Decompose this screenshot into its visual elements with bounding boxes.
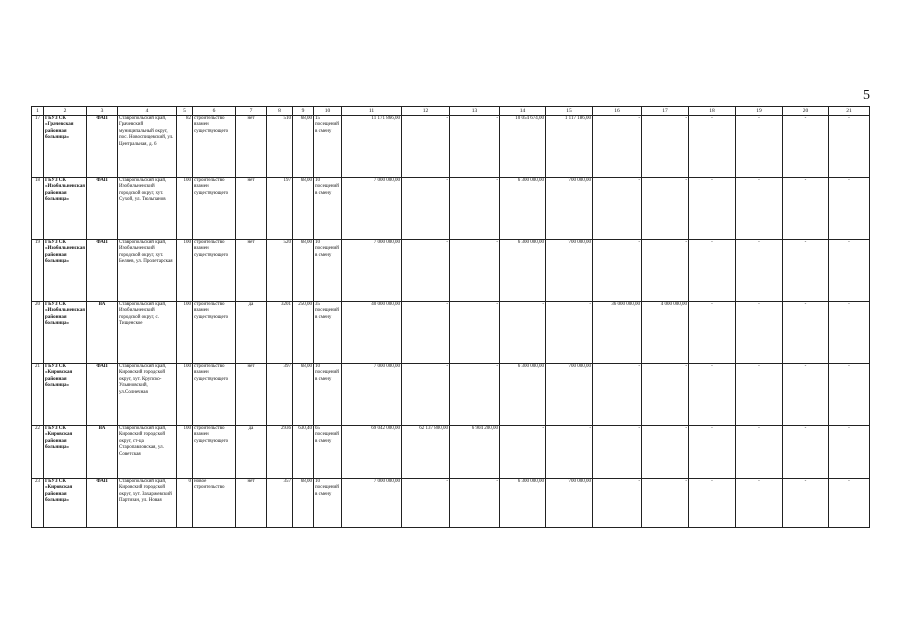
table-cell-col-9: 250,00	[293, 302, 314, 364]
table-cell-col-9: 68,00	[293, 240, 314, 302]
table-cell-col-16: -	[593, 364, 642, 426]
table-cell-col-1: 22	[32, 426, 44, 479]
table-cell-col-16: -	[593, 240, 642, 302]
table-cell-col-4: Ставропольский край, Изобильненский городской округ, с. Тищенское	[118, 302, 177, 364]
table-cell-col-13: 6 904 200,00	[450, 426, 500, 479]
column-header-12: 12	[402, 107, 450, 116]
column-header-6: 6	[193, 107, 236, 116]
table-cell-col-21: -	[829, 479, 870, 528]
table-cell-col-7: нет	[236, 479, 267, 528]
table-cell-col-2: ГБУЗ СК «Грачевская районная больница»	[44, 116, 87, 178]
table-cell-col-14: 6 300 000,00	[500, 479, 546, 528]
table-cell-col-2: ГБУЗ СК «Кировская районная больница»	[44, 426, 87, 479]
table-cell-col-2: ГБУЗ СК «Кировская районная больница»	[44, 479, 87, 528]
column-header-1: 1	[32, 107, 44, 116]
table-cell-col-10: 10 посещений в смену	[314, 240, 342, 302]
table-cell-col-15: -	[546, 302, 593, 364]
table-cell-col-1: 20	[32, 302, 44, 364]
table-cell-col-10: 65 посещений в смену	[314, 426, 342, 479]
table-cell-col-11: 7 000 000,00	[342, 178, 402, 240]
table-cell-col-1: 17	[32, 116, 44, 178]
table-cell-col-4: Ставропольский край, Кировский городской округ, хут. Захаржевский Партизан, ул. Новая	[118, 479, 177, 528]
table-cell-col-9: 68,00	[293, 178, 314, 240]
table-cell-col-2: ГБУЗ СК «Изобильненская районная больница»	[44, 302, 87, 364]
table-cell-col-20: -	[783, 479, 829, 528]
table-cell-col-3: ФАП	[87, 116, 118, 178]
table-cell-col-17: -	[642, 364, 689, 426]
column-header-18: 18	[689, 107, 736, 116]
table-cell-col-20: -	[783, 178, 829, 240]
table-cell-col-17: 4 000 000,00	[642, 302, 689, 364]
column-header-3: 3	[87, 107, 118, 116]
table-cell-col-14: 6 300 000,00	[500, 178, 546, 240]
table-cell-col-16: -	[593, 426, 642, 479]
column-header-21: 21	[829, 107, 870, 116]
table-cell-col-6: строительство взамен существующего	[193, 240, 236, 302]
table-cell-col-19: -	[736, 240, 783, 302]
table-cell-col-10: 10 посещений в смену	[314, 364, 342, 426]
table-cell-col-4: Ставропольский край, Изобильненский городской округ, хут. Сухой, ул. Тюльпанов	[118, 178, 177, 240]
table-cell-col-1: 19	[32, 240, 44, 302]
table-cell-col-5: 100	[177, 178, 193, 240]
table-cell-col-21: -	[829, 240, 870, 302]
table-cell-col-18: -	[689, 178, 736, 240]
table-cell-col-16: -	[593, 479, 642, 528]
table-cell-col-13: -	[450, 364, 500, 426]
table-cell-col-6: новое строительство	[193, 479, 236, 528]
table-cell-col-7: да	[236, 426, 267, 479]
table-cell-col-1: 18	[32, 178, 44, 240]
column-header-13: 13	[450, 107, 500, 116]
column-header-20: 20	[783, 107, 829, 116]
table-cell-col-21: -	[829, 364, 870, 426]
table-cell-col-18: -	[689, 302, 736, 364]
table-cell-col-4: Ставропольский край, Изобильненский городской округ, хут. Беляев, ул. Пролетарская	[118, 240, 177, 302]
page-number: 5	[863, 88, 870, 103]
table-cell-col-15: 700 000,00	[546, 178, 593, 240]
column-header-8: 8	[267, 107, 293, 116]
table-cell-col-8: 397	[267, 364, 293, 426]
table-cell-col-21: -	[829, 302, 870, 364]
table-cell-col-10: 10 посещений в смену	[314, 479, 342, 528]
table-cell-col-6: строительство взамен существующего	[193, 116, 236, 178]
table-cell-col-11: 11 171 866,00	[342, 116, 402, 178]
table-row	[32, 364, 870, 426]
table-row	[32, 479, 870, 528]
table-cell-col-3: ВА	[87, 426, 118, 479]
column-header-4: 4	[118, 107, 177, 116]
table-cell-col-20: -	[783, 240, 829, 302]
table-cell-col-5: 82	[177, 116, 193, 178]
table-cell-col-15: 1 117 186,00	[546, 116, 593, 178]
table-cell-col-5: 100	[177, 426, 193, 479]
column-header-14: 14	[500, 107, 546, 116]
column-header-16: 16	[593, 107, 642, 116]
table-cell-col-18: -	[689, 240, 736, 302]
table-cell-col-18: -	[689, 116, 736, 178]
table-cell-col-3: ФАП	[87, 178, 118, 240]
table-cell-col-15: -	[546, 426, 593, 479]
table-cell-col-3: ФАП	[87, 479, 118, 528]
column-header-7: 7	[236, 107, 267, 116]
table-cell-col-5: 100	[177, 364, 193, 426]
table-cell-col-18: -	[689, 426, 736, 479]
table-cell-col-10: 35 посещений в смену	[314, 302, 342, 364]
table-cell-col-9: 630,40	[293, 426, 314, 479]
table-cell-col-13: -	[450, 479, 500, 528]
table-cell-col-7: нет	[236, 240, 267, 302]
table-cell-col-17: -	[642, 116, 689, 178]
table-cell-col-7: нет	[236, 116, 267, 178]
table-cell-col-17: -	[642, 240, 689, 302]
table-cell-col-12: -	[402, 116, 450, 178]
table-cell-col-13: -	[450, 302, 500, 364]
table-cell-col-8: 510	[267, 116, 293, 178]
table-cell-col-6: строительство взамен существующего	[193, 178, 236, 240]
table-cell-col-14: -	[500, 426, 546, 479]
table-cell-col-8: 197	[267, 178, 293, 240]
table-cell-col-15: 700 000,00	[546, 364, 593, 426]
table-cell-col-16: 36 000 000,00	[593, 302, 642, 364]
column-header-11: 11	[342, 107, 402, 116]
table-cell-col-19: -	[736, 479, 783, 528]
table-cell-col-1: 23	[32, 479, 44, 528]
table-cell-col-21: -	[829, 426, 870, 479]
table-cell-col-6: строительство взамен существующего	[193, 364, 236, 426]
table-row	[32, 116, 870, 178]
table-cell-col-3: ВА	[87, 302, 118, 364]
table-cell-col-5: 0	[177, 479, 193, 528]
table-cell-col-15: 700 000,00	[546, 240, 593, 302]
table-cell-col-3: ФАП	[87, 364, 118, 426]
table-cell-col-19: -	[736, 364, 783, 426]
table-cell-col-19: -	[736, 302, 783, 364]
table-cell-col-16: -	[593, 116, 642, 178]
table-row	[32, 240, 870, 302]
table-cell-col-13: -	[450, 116, 500, 178]
header-row	[32, 107, 870, 116]
table-cell-col-4: Ставропольский край, Кировский городской округ, хут. Крупско-Ульяновский, ул.Солнечная	[118, 364, 177, 426]
table-cell-col-19: -	[736, 426, 783, 479]
table-cell-col-4: Ставропольский край, Грачевский муниципальный округ, пос. Новоспицевский, ул. Центральная, д. 6	[118, 116, 177, 178]
table-cell-col-21: -	[829, 116, 870, 178]
table-cell-col-12: -	[402, 302, 450, 364]
table-cell-col-12: -	[402, 240, 450, 302]
table-cell-col-10: 10 посещений в смену	[314, 178, 342, 240]
table-cell-col-17: -	[642, 178, 689, 240]
facilities-table	[31, 106, 870, 528]
table-cell-col-16: -	[593, 178, 642, 240]
table-cell-col-9: 68,00	[293, 364, 314, 426]
column-header-15: 15	[546, 107, 593, 116]
table-cell-col-11: 69 042 000,00	[342, 426, 402, 479]
table-cell-col-13: -	[450, 178, 500, 240]
table-cell-col-17: -	[642, 479, 689, 528]
table-cell-col-2: ГБУЗ СК «Изобильненская районная больница»	[44, 178, 87, 240]
table-cell-col-12: 62 137 800,00	[402, 426, 450, 479]
table-cell-col-12: -	[402, 364, 450, 426]
table-cell-col-9: 68,00	[293, 116, 314, 178]
table-cell-col-20: -	[783, 302, 829, 364]
table-cell-col-11: 7 000 000,00	[342, 240, 402, 302]
table-cell-col-15: 700 000,00	[546, 479, 593, 528]
table-cell-col-14: 10 054 674,00	[500, 116, 546, 178]
table-cell-col-7: нет	[236, 364, 267, 426]
table-cell-col-9: 68,00	[293, 479, 314, 528]
table-cell-col-7: нет	[236, 178, 267, 240]
table-cell-col-6: строительство взамен существующего	[193, 302, 236, 364]
column-header-5: 5	[177, 107, 193, 116]
table-cell-col-11: 40 000 000,00	[342, 302, 402, 364]
column-header-9: 9	[293, 107, 314, 116]
table-cell-col-8: 520	[267, 240, 293, 302]
table-cell-col-8: 2936	[267, 426, 293, 479]
table-cell-col-18: -	[689, 479, 736, 528]
table-cell-col-8: 357	[267, 479, 293, 528]
table-row	[32, 302, 870, 364]
table-cell-col-20: -	[783, 426, 829, 479]
table-cell-col-7: да	[236, 302, 267, 364]
table-cell-col-2: ГБУЗ СК «Кировская районная больница»	[44, 364, 87, 426]
column-header-10: 10	[314, 107, 342, 116]
table-cell-col-19: -	[736, 116, 783, 178]
table-cell-col-19: -	[736, 178, 783, 240]
table-cell-col-11: 7 000 000,00	[342, 364, 402, 426]
table-cell-col-10: 15 посещений в смену	[314, 116, 342, 178]
table-cell-col-4: Ставропольский край, Кировский городской округ, ст-ца Старопавловская, ул. Советская	[118, 426, 177, 479]
table-cell-col-5: 100	[177, 240, 193, 302]
column-header-2: 2	[44, 107, 87, 116]
table-cell-col-14: 6 300 000,00	[500, 240, 546, 302]
table-cell-col-13: -	[450, 240, 500, 302]
table-cell-col-14: -	[500, 302, 546, 364]
table-cell-col-12: -	[402, 479, 450, 528]
column-header-19: 19	[736, 107, 783, 116]
table-cell-col-12: -	[402, 178, 450, 240]
table-cell-col-20: -	[783, 364, 829, 426]
column-header-17: 17	[642, 107, 689, 116]
table-row	[32, 426, 870, 479]
table-cell-col-17: -	[642, 426, 689, 479]
table-cell-col-5: 100	[177, 302, 193, 364]
table-cell-col-14: 6 300 000,00	[500, 364, 546, 426]
table-cell-col-1: 21	[32, 364, 44, 426]
table-cell-col-2: ГБУЗ СК «Изобильненская районная больница»	[44, 240, 87, 302]
table-cell-col-11: 7 000 000,00	[342, 479, 402, 528]
table-cell-col-6: строительство взамен существующего	[193, 426, 236, 479]
table-cell-col-20: -	[783, 116, 829, 178]
table-cell-col-18: -	[689, 364, 736, 426]
table-cell-col-8: 3201	[267, 302, 293, 364]
table-row	[32, 178, 870, 240]
table-cell-col-21: -	[829, 178, 870, 240]
table-cell-col-3: ФАП	[87, 240, 118, 302]
